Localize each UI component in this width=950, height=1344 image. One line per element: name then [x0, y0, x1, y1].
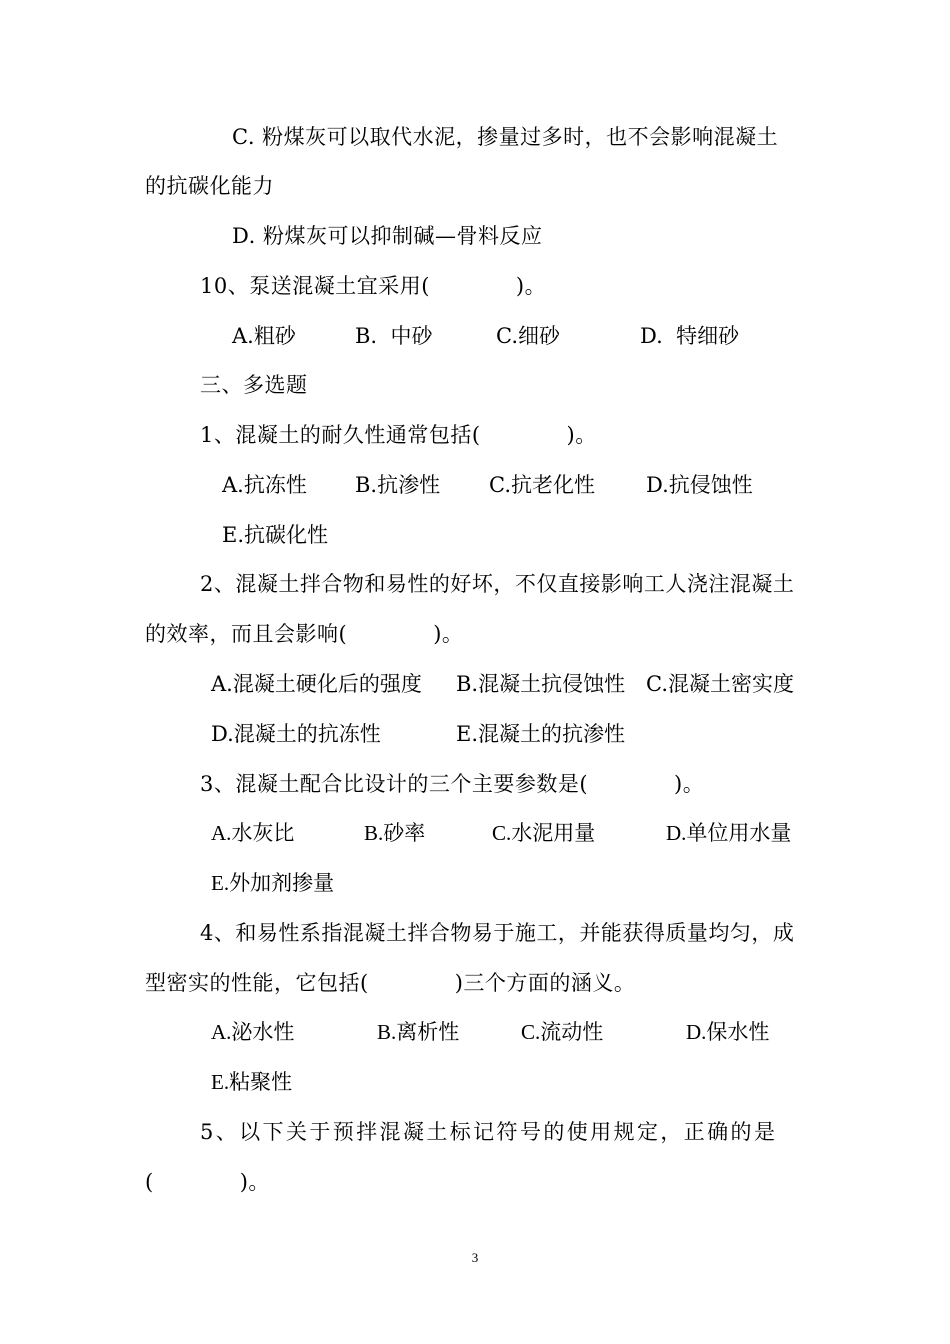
- section-heading-multiple-choice: 三、多选题: [200, 373, 308, 397]
- m3-stem: 3、混凝土配合比设计的三个主要参数是( )。: [200, 772, 705, 796]
- m2-option-e: E.混凝土的抗渗性: [456, 722, 626, 746]
- m3-option-a: A.水灰比: [211, 821, 295, 845]
- q9-option-c-line2: 的抗碳化能力: [145, 174, 274, 198]
- m1-option-e: E.抗碳化性: [222, 523, 329, 547]
- m4-option-a: A.泌水性: [211, 1020, 295, 1044]
- m2-option-b: B.混凝土抗侵蚀性: [456, 672, 626, 696]
- m4-option-d: D.保水性: [686, 1020, 770, 1044]
- m3-option-c: C.水泥用量: [492, 821, 596, 845]
- m3-option-b: B.砂率: [364, 821, 426, 845]
- m1-option-b: B.抗渗性: [355, 473, 441, 497]
- m4-option-c: C.流动性: [521, 1020, 604, 1044]
- m2-option-c: C.混凝土密实度: [646, 672, 794, 696]
- m5-stem-line2: ( )。: [145, 1170, 270, 1194]
- m2-stem-line1: 2、混凝土拌合物和易性的好坏，不仅直接影响工人浇注混凝土: [200, 572, 795, 596]
- m1-option-a: A.抗冻性: [222, 473, 307, 497]
- m4-stem-line1: 4、和易性系指混凝土拌合物易于施工，并能获得质量均匀，成: [200, 921, 795, 945]
- m2-option-d: D.混凝土的抗冻性: [211, 722, 381, 746]
- m4-option-e: E.粘聚性: [211, 1070, 293, 1094]
- m3-option-e: E.外加剂掺量: [211, 871, 335, 895]
- m1-option-c: C.抗老化性: [489, 473, 595, 497]
- q9-option-d: D. 粉煤灰可以抑制碱—骨料反应: [232, 224, 543, 248]
- m1-option-d: D.抗侵蚀性: [646, 473, 753, 497]
- m4-stem-line2: 型密实的性能，它包括( )三个方面的涵义。: [145, 971, 636, 995]
- q10-stem: 10、泵送混凝土宜采用( )。: [200, 274, 547, 298]
- page-number: 3: [471, 1250, 479, 1265]
- q9-option-c-line1: C. 粉煤灰可以取代水泥，掺量过多时，也不会影响混凝土: [232, 125, 779, 149]
- m4-option-b: B.离析性: [377, 1020, 460, 1044]
- m3-option-d: D.单位用水量: [666, 821, 792, 845]
- m5-stem-line1: 5、以下关于预拌混凝土标记符号的使用规定，正确的是: [200, 1120, 778, 1144]
- q10-option-a: A.粗砂: [232, 324, 296, 348]
- q10-option-d: D. 特细砂: [640, 324, 740, 348]
- q10-option-b: B. 中砂: [355, 324, 433, 348]
- m1-stem: 1、混凝土的耐久性通常包括( )。: [200, 423, 597, 447]
- m2-stem-line2: 的效率，而且会影响( )。: [145, 622, 464, 646]
- m2-option-a: A.混凝土硬化后的强度: [211, 672, 422, 696]
- q10-option-c: C.细砂: [496, 324, 560, 348]
